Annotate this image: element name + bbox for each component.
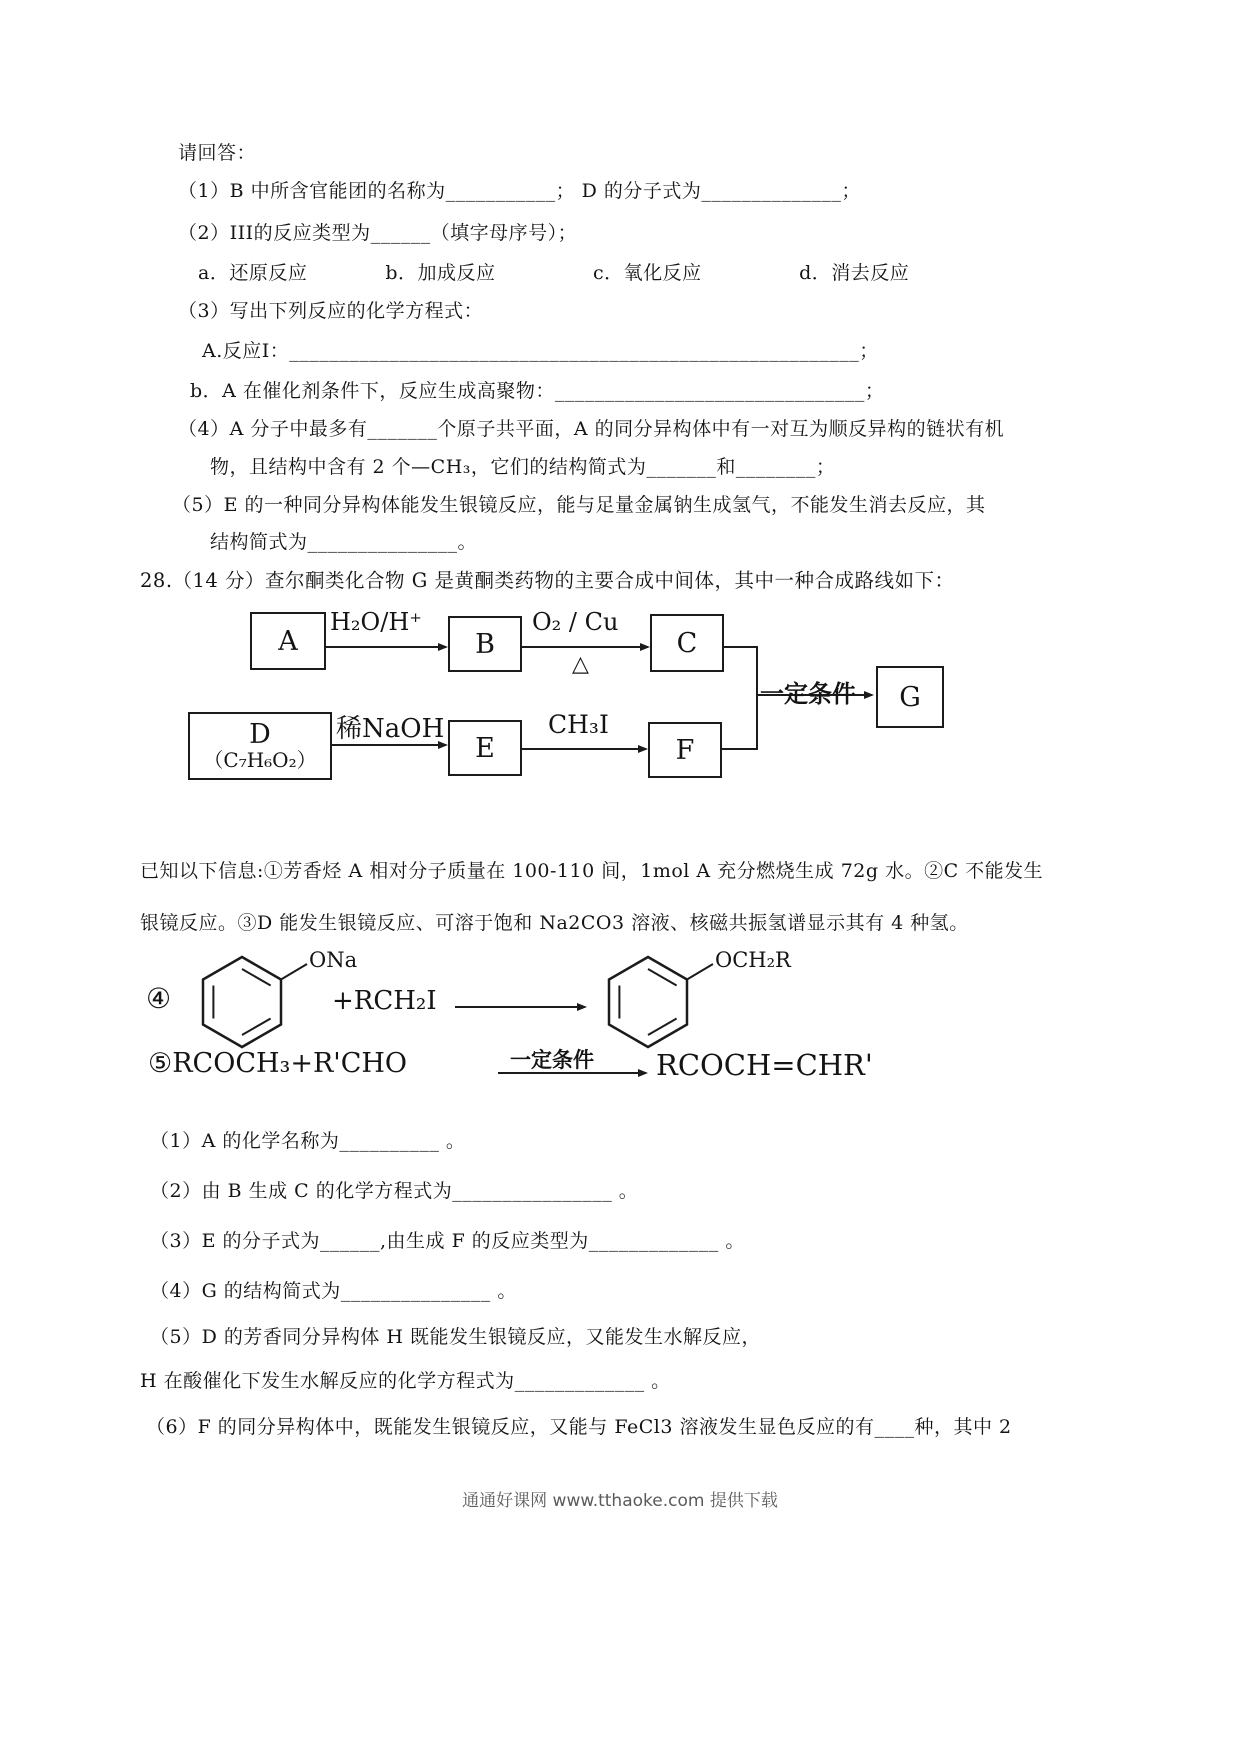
reaction5-rhs: RCOCH=CHR' xyxy=(656,1048,873,1082)
q28-question-6: （6）F 的同分异构体中，既能发生银镜反应，又能与 FeCl3 溶液发生显色反应的有____种，其中 2 xyxy=(146,1416,1012,1438)
q28-question-5: （5）D 的芳香同分异构体 H 既能发生银镜反应，又能发生水解反应， xyxy=(150,1326,762,1348)
q28-heading: 28.（14 分）查尔酮类化合物 G 是黄酮类药物的主要合成中间体，其中一种合成路线如下： xyxy=(140,569,955,592)
connector-f xyxy=(720,748,758,750)
q28-question-3: （3）E 的分子式为______,由生成 F 的反应类型为_____________ 。 xyxy=(150,1230,745,1252)
diagram-box-e xyxy=(448,720,522,776)
substituent-ona: ONa xyxy=(309,948,358,972)
box-e-label: E xyxy=(475,732,495,764)
box-d-formula: （C₇H₆O₂） xyxy=(203,747,317,772)
info-line-1: 已知以下信息:①芳香烃 A 相对分子质量在 100-110 间，1mol A 充分燃烧生成 72g 水。②C 不能发生 xyxy=(140,860,1044,882)
condition-label: 一定条件 xyxy=(760,679,856,708)
q27-line-4: （4）A 分子中最多有_______个原子共平面，A 的同分异构体中有一对互为顺反异构的链状有机 xyxy=(178,418,1005,440)
reagent-label-h2o-h: H₂O/H⁺ xyxy=(330,608,422,636)
reaction4-arrow xyxy=(455,1006,585,1008)
box-f-label: F xyxy=(675,734,695,766)
reaction5-lhs: ⑤RCOCH₃+R'CHO xyxy=(148,1048,408,1079)
box-a-label: A xyxy=(278,625,298,657)
q28-question-5b: H 在酸催化下发生水解反应的化学方程式为_____________ 。 xyxy=(140,1370,671,1392)
q27-line-3a: A.反应Ⅰ：_________________________________________________________； xyxy=(202,340,879,362)
q28-question-1: （1）A 的化学名称为__________ 。 xyxy=(150,1130,466,1152)
q27-line-2: （2）III的反应类型为______（填字母序号）； xyxy=(178,222,578,244)
reaction4-reagent: +RCH₂I xyxy=(332,986,437,1016)
q27-line-3b: b．A 在催化剂条件下，反应生成高聚物：_______________________________； xyxy=(190,380,885,402)
q27-line-1: （1）B 中所含官能团的名称为___________； D 的分子式为______________； xyxy=(178,180,861,202)
q28-question-2: （2）由 B 生成 C 的化学方程式为________________ 。 xyxy=(150,1180,639,1202)
q27-intro: 请回答： xyxy=(178,142,257,164)
box-b-label: B xyxy=(475,628,495,660)
diagram-box-a xyxy=(250,612,326,670)
q27-line-4b: 物，且结构中含有 2 个—CH₃，它们的结构简式为_______和________； xyxy=(210,456,836,478)
diagram-box-b xyxy=(448,616,522,672)
diagram-box-g xyxy=(876,666,944,728)
diagram-box-f xyxy=(648,722,722,778)
connector-vertical xyxy=(756,646,758,750)
arrow-e-to-f xyxy=(520,748,646,750)
q27-options: a．还原反应 b．加成反应 c．氧化反应 d．消去反应 xyxy=(198,262,910,284)
connector-c xyxy=(722,646,758,648)
reagent-label-o2-cu: O₂ / Cu xyxy=(532,608,619,636)
q27-line-3: （3）写出下列反应的化学方程式： xyxy=(178,300,484,322)
box-d-label: D xyxy=(249,719,271,751)
box-c-label: C xyxy=(676,627,698,659)
reagent-label-ch3i: CH₃I xyxy=(548,710,609,739)
footer-watermark: 通通好课网 www.tthaoke.com 提供下载 xyxy=(462,1491,778,1511)
delta-icon: △ xyxy=(572,652,589,677)
q28-question-4: （4）G 的结构简式为_______________ 。 xyxy=(150,1280,517,1302)
arrow-a-to-b xyxy=(324,646,446,648)
q27-line-5b: 结构简式为_______________。 xyxy=(210,531,478,553)
diagram-box-c xyxy=(650,614,724,672)
info-line-2: 银镜反应。③D 能发生银镜反应、可溶于饱和 Na2CO3 溶液、核磁共振氢谱显示其有 4 种氢。 xyxy=(140,912,969,934)
substituent-och2r: OCH₂R xyxy=(715,948,791,972)
arrow-b-to-c xyxy=(520,646,648,648)
diagram-box-d xyxy=(188,712,332,780)
q27-line-5: （5）E 的一种同分异构体能发生银镜反应，能与足量金属钠生成氢气，不能发生消去反应，其 xyxy=(172,494,986,516)
reaction4-number: ④ xyxy=(146,982,172,1015)
box-g-label: G xyxy=(899,681,921,713)
reagent-label-naoh: 稀NaOH xyxy=(336,714,445,744)
reaction5-condition: 一定条件 xyxy=(510,1047,594,1072)
